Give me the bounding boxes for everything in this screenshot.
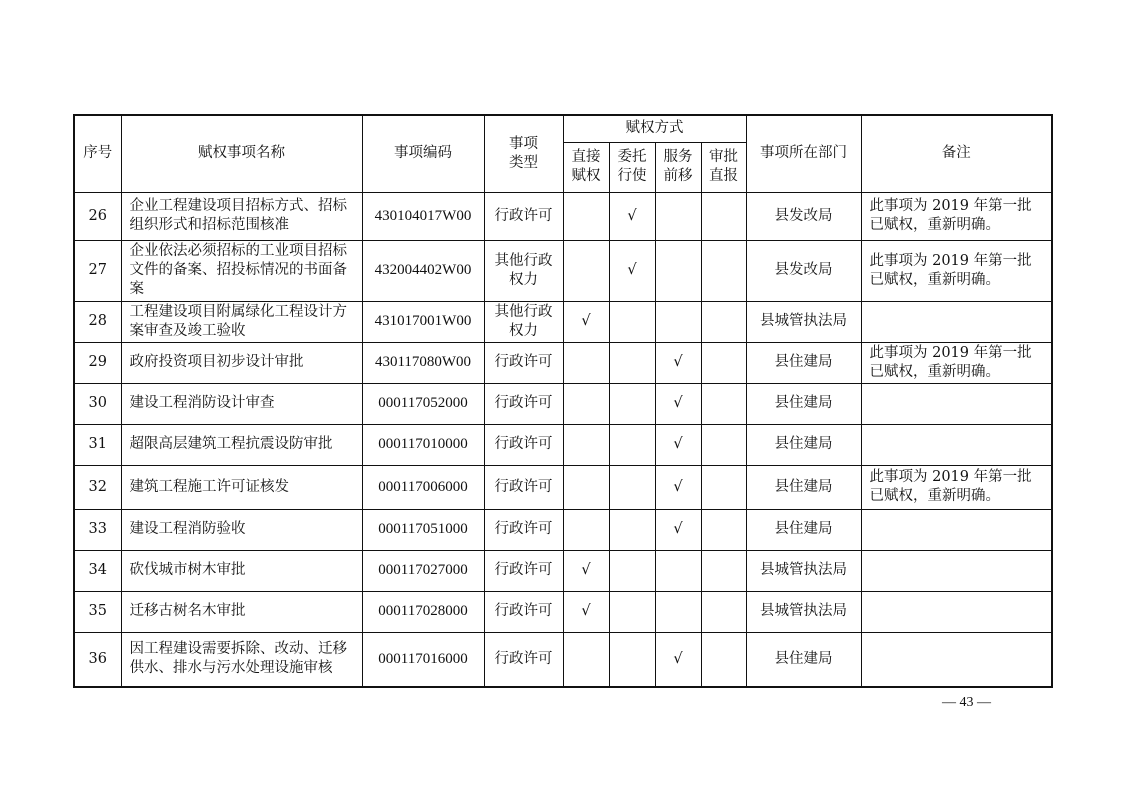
table-row	[74, 632, 1052, 687]
cell-seq: 27	[74, 240, 121, 301]
cell-type: 行政许可	[484, 342, 563, 383]
header-service: 服务前移	[655, 142, 701, 192]
check-mark: √	[655, 509, 701, 550]
cell-dept: 县住建局	[746, 465, 861, 509]
check-mark: √	[655, 424, 701, 465]
cell-note: 此事项为 2019 年第一批已赋权，重新明确。	[861, 192, 1052, 240]
empty-cell	[701, 240, 746, 301]
cell-note	[861, 383, 1052, 424]
table-row	[74, 192, 1052, 240]
cell-seq: 35	[74, 591, 121, 632]
empty-cell	[701, 383, 746, 424]
cell-note	[861, 301, 1052, 342]
header-method: 赋权方式	[563, 115, 746, 142]
cell-name: 企业工程建设项目招标方式、招标组织形式和招标范围核准	[121, 192, 362, 240]
header-seq: 序号	[74, 115, 121, 192]
empty-cell	[609, 424, 655, 465]
empty-cell	[563, 240, 609, 301]
cell-dept: 县城管执法局	[746, 591, 861, 632]
table-row	[74, 383, 1052, 424]
cell-dept: 县住建局	[746, 383, 861, 424]
cell-type: 行政许可	[484, 192, 563, 240]
cell-name: 政府投资项目初步设计审批	[121, 342, 362, 383]
cell-code: 430117080W00	[362, 342, 484, 383]
cell-note	[861, 591, 1052, 632]
empty-cell	[563, 632, 609, 687]
table-row	[74, 509, 1052, 550]
empty-cell	[701, 424, 746, 465]
check-mark: √	[609, 192, 655, 240]
empty-cell	[609, 383, 655, 424]
cell-note	[861, 424, 1052, 465]
empty-cell	[563, 383, 609, 424]
check-mark: √	[655, 465, 701, 509]
cell-code: 000117010000	[362, 424, 484, 465]
empty-cell	[563, 192, 609, 240]
cell-type: 行政许可	[484, 509, 563, 550]
empty-cell	[655, 550, 701, 591]
cell-code: 000117006000	[362, 465, 484, 509]
cell-code: 000117028000	[362, 591, 484, 632]
cell-note	[861, 550, 1052, 591]
empty-cell	[609, 550, 655, 591]
cell-type: 其他行政权力	[484, 301, 563, 342]
cell-name: 因工程建设需要拆除、改动、迁移供水、排水与污水处理设施审核	[121, 632, 362, 687]
empty-cell	[609, 342, 655, 383]
cell-seq: 28	[74, 301, 121, 342]
cell-code: 000117051000	[362, 509, 484, 550]
table-row	[74, 465, 1052, 509]
empty-cell	[701, 632, 746, 687]
check-mark: √	[563, 301, 609, 342]
empty-cell	[701, 465, 746, 509]
cell-dept: 县发改局	[746, 192, 861, 240]
cell-name: 砍伐城市树木审批	[121, 550, 362, 591]
cell-code: 000117016000	[362, 632, 484, 687]
cell-type: 行政许可	[484, 550, 563, 591]
empty-cell	[701, 192, 746, 240]
cell-type: 行政许可	[484, 424, 563, 465]
header-code: 事项编码	[362, 115, 484, 192]
header-entrust: 委托行使	[609, 142, 655, 192]
empty-cell	[563, 509, 609, 550]
cell-name: 建设工程消防设计审查	[121, 383, 362, 424]
empty-cell	[655, 240, 701, 301]
cell-name: 建设工程消防验收	[121, 509, 362, 550]
cell-note: 此事项为 2019 年第一批已赋权，重新明确。	[861, 342, 1052, 383]
cell-type: 行政许可	[484, 632, 563, 687]
cell-name: 工程建设项目附属绿化工程设计方案审查及竣工验收	[121, 301, 362, 342]
cell-code: 000117052000	[362, 383, 484, 424]
empty-cell	[701, 509, 746, 550]
cell-name: 超限高层建筑工程抗震设防审批	[121, 424, 362, 465]
header-note: 备注	[861, 115, 1052, 192]
check-mark: √	[563, 591, 609, 632]
cell-note	[861, 632, 1052, 687]
cell-dept: 县城管执法局	[746, 301, 861, 342]
header-type: 事项类型	[484, 115, 563, 192]
check-mark: √	[655, 342, 701, 383]
cell-code: 432004402W00	[362, 240, 484, 301]
empty-cell	[701, 591, 746, 632]
empty-cell	[609, 465, 655, 509]
cell-dept: 县城管执法局	[746, 550, 861, 591]
empty-cell	[701, 550, 746, 591]
cell-note	[861, 509, 1052, 550]
header-report: 审批直报	[701, 142, 746, 192]
header-direct: 直接赋权	[563, 142, 609, 192]
cell-name: 迁移古树名木审批	[121, 591, 362, 632]
cell-name: 企业依法必须招标的工业项目招标文件的备案、招投标情况的书面备案	[121, 240, 362, 301]
table-row	[74, 301, 1052, 342]
header-name: 赋权事项名称	[121, 115, 362, 192]
cell-type: 行政许可	[484, 383, 563, 424]
header-dept: 事项所在部门	[746, 115, 861, 192]
cell-name: 建筑工程施工许可证核发	[121, 465, 362, 509]
cell-dept: 县住建局	[746, 424, 861, 465]
check-mark: √	[563, 550, 609, 591]
cell-code: 000117027000	[362, 550, 484, 591]
cell-type: 其他行政权力	[484, 240, 563, 301]
check-mark: √	[609, 240, 655, 301]
table-row	[74, 240, 1052, 301]
cell-seq: 30	[74, 383, 121, 424]
empty-cell	[609, 591, 655, 632]
cell-seq: 32	[74, 465, 121, 509]
empty-cell	[563, 424, 609, 465]
cell-seq: 34	[74, 550, 121, 591]
empty-cell	[609, 509, 655, 550]
cell-code: 430104017W00	[362, 192, 484, 240]
cell-dept: 县住建局	[746, 632, 861, 687]
empty-cell	[563, 465, 609, 509]
table-row	[74, 424, 1052, 465]
cell-dept: 县住建局	[746, 342, 861, 383]
cell-note: 此事项为 2019 年第一批已赋权，重新明确。	[861, 465, 1052, 509]
cell-type: 行政许可	[484, 465, 563, 509]
cell-dept: 县发改局	[746, 240, 861, 301]
empowerment-table	[73, 114, 1053, 688]
cell-seq: 36	[74, 632, 121, 687]
empty-cell	[609, 632, 655, 687]
cell-seq: 33	[74, 509, 121, 550]
table-row	[74, 591, 1052, 632]
table-row	[74, 550, 1052, 591]
cell-type: 行政许可	[484, 591, 563, 632]
empty-cell	[655, 591, 701, 632]
cell-dept: 县住建局	[746, 509, 861, 550]
empty-cell	[655, 192, 701, 240]
empty-cell	[609, 301, 655, 342]
page-number: — 43 —	[942, 695, 991, 710]
cell-seq: 29	[74, 342, 121, 383]
cell-seq: 26	[74, 192, 121, 240]
cell-code: 431017001W00	[362, 301, 484, 342]
check-mark: √	[655, 632, 701, 687]
check-mark: √	[655, 383, 701, 424]
empty-cell	[563, 342, 609, 383]
empty-cell	[655, 301, 701, 342]
cell-seq: 31	[74, 424, 121, 465]
cell-note: 此事项为 2019 年第一批已赋权，重新明确。	[861, 240, 1052, 301]
empty-cell	[701, 301, 746, 342]
empty-cell	[701, 342, 746, 383]
table-row	[74, 342, 1052, 383]
